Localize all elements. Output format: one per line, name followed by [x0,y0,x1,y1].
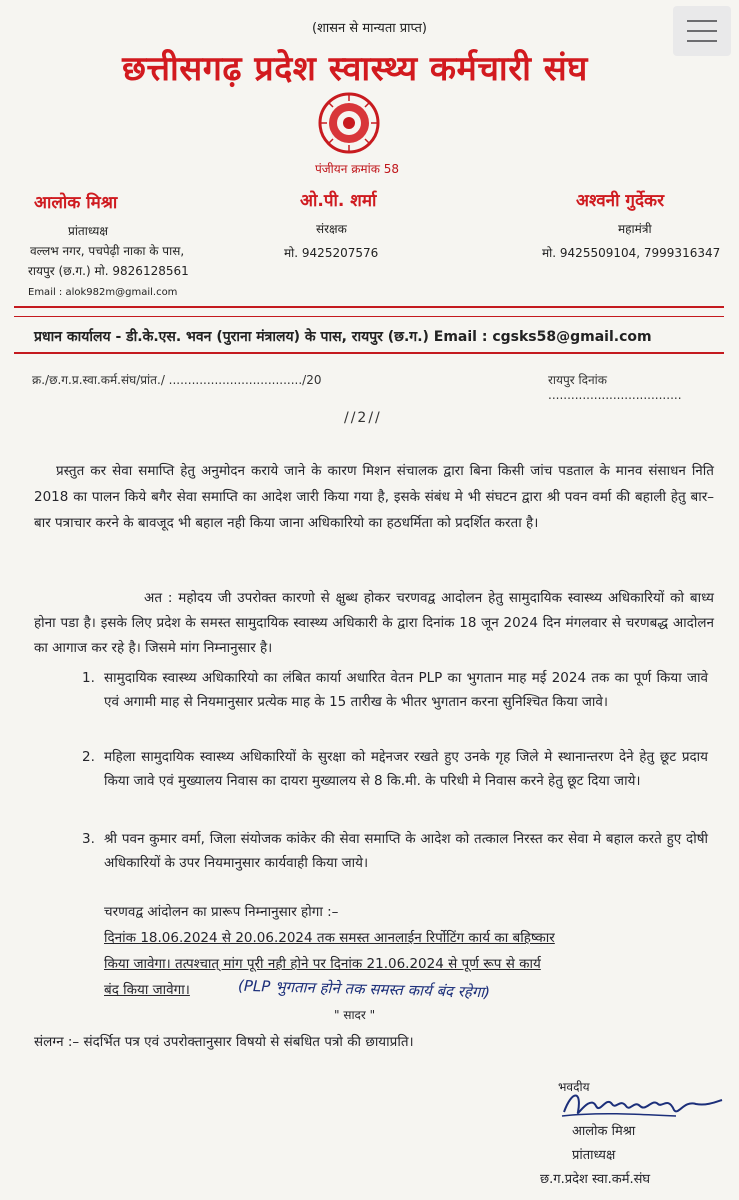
page-number: //2// [344,410,382,426]
official-1-role: प्रांताध्यक्ष [68,224,108,238]
official-2-role: संरक्षक [316,222,347,236]
paragraph-1: प्रस्तुत कर सेवा समाप्ति हेतु अनुमोदन कराये जाने के कारण मिशन संचालक द्वारा बिना किसी जांच पडताल के मानव संसाधन निति 2018 का पालन किये बगैर सेवा समाप्ति का आदेश जारी किया गया है, इसके संबंध मे भी संघटन द्वारा श्री पवन वर्मा की बहाली हेतु बार–बार पत्राचार करने के बावजूद भी बहाल नही किया जाना अधिकारियो का हठधर्मिता को प्रदर्शित करता है। [34,463,714,531]
org-title: छत्तीसगढ़ प्रदेश स्वास्थ्य कर्मचारी संघ [122,49,588,89]
office-divider [14,352,724,354]
recognition-note: (शासन से मान्यता प्राप्त) [311,21,427,36]
phase-line-2: किया जावेगा। तत्पश्चात् मांग पूरी नही होने पर दिनांक 21.06.2024 से पूर्ण रूप से कार्य [104,956,541,972]
yours-faithfully: भवदीय [558,1080,590,1094]
phase-intro: चरणवद्व आंदोलन का प्रारूप निम्नानुसार होगा :– [104,904,339,920]
union-emblem-icon [318,92,380,154]
reference-number: क्र./छ.ग.प्र.स्वा.कर्म.संघ/प्रांत./ .................................../20 [32,373,322,387]
enclosure-note: संलग्न :– संदर्भित पत्र एवं उपरोक्तानुसार विषयो से संबधित पत्रो की छायाप्रति। [34,1034,414,1050]
closing-sadar: " सादर " [334,1008,376,1022]
official-1-email: Email : alok982m@gmail.com [28,287,178,298]
paragraph-2: अत : महोदय जी उपरोक्त कारणो से क्षुब्ध होकर चरणवद्व आदोलन हेतु सामुदायिक स्वास्थ्य अधिकारियों को बाध्य होना पडा है। इसके लिए प्रदेश के समस्त सामुदायिक स्वास्थ्य अधिकारी के द्वारा दिनांक 18 जून 2024 दिन मंगलवार से चरणबद्ध आदोलन का आगाज कर रहे है। जिसमे मांग निम्नानुसार है। [34,590,714,656]
phase-line-3: बंद किया जावेगा। [104,982,190,998]
header-divider [14,306,724,308]
official-2-name: ओ.पी. शर्मा [300,191,377,211]
registration-number: पंजीयन क्रमांक 58 [314,162,400,176]
demand-3-number: 3. [82,831,95,847]
signatory-role: प्रांताध्यक्ष [572,1148,616,1163]
demand-1-number: 1. [82,670,95,686]
phase-line-1: दिनांक 18.06.2024 से 20.06.2024 तक समस्त आनलाईन रिर्पोटिंग कार्य का बहिष्कार [104,930,555,946]
date-label: रायपुर दिनांक ................................... [548,373,682,402]
header-divider-thin [14,316,724,317]
demand-2-text: महिला सामुदायिक स्वास्थ्य अधिकारियों के सुरक्षा को मद्देनजर रखते हुए उनके गृह जिले मे स्थानान्तरण देने हेतु छूट प्रदाय किया जावे एवं मुख्यालय निवास का दायरा मुख्यालय से 8 कि.मी. के परिधी मे निवास करने हेतु छूट दिया जाये। [104,749,708,789]
demand-2-number: 2. [82,749,95,765]
demand-1-text: सामुदायिक स्वास्थ्य अधिकारियो का लंबित कार्या अधारित वेतन PLP का भुगतान माह मई 2024 तक का पूर्ण किया जावे एवं अगामी माह से नियमानुसार प्रत्येक माह के 15 तारीख के भीतर भुगतान करना सुनिश्चित किया जावे। [104,670,708,710]
official-3-role: महामंत्री [618,222,652,236]
official-3-phone: मो. 9425509104, 7999316347 [542,246,721,260]
handwritten-signature [556,1086,726,1122]
official-3-name: अश्वनी गुर्देकर [576,191,665,211]
demand-3-text: श्री पवन कुमार वर्मा, जिला संयोजक कांकेर की सेवा समाप्ति के आदेश को तत्काल निरस्त कर सेवा मे बहाल करते हुए दोषी अधिकारियों के उपर नियमानुसार कार्यवाही किया जाये। [104,831,708,871]
official-1-phone: रायपुर (छ.ग.) मो. 9826128561 [28,264,189,278]
office-address: प्रधान कार्यालय - डी.के.एस. भवन (पुराना मंत्रालय) के पास, रायपुर (छ.ग.) Email : cgsks58@gmail.com [34,329,652,345]
official-2-phone: मो. 9425207576 [284,246,379,260]
official-1-name: आलोक मिश्रा [34,193,118,213]
signatory-org: छ.ग.प्रदेश स्वा.कर्म.संघ [540,1172,651,1187]
official-1-address: वल्लभ नगर, पचपेढ़ी नाका के पास, [30,244,185,258]
signatory-name: आलोक मिश्रा [572,1124,636,1139]
handwritten-note: (PLP भुगतान होने तक समस्त कार्य बंद रहेगा) [237,976,491,1002]
